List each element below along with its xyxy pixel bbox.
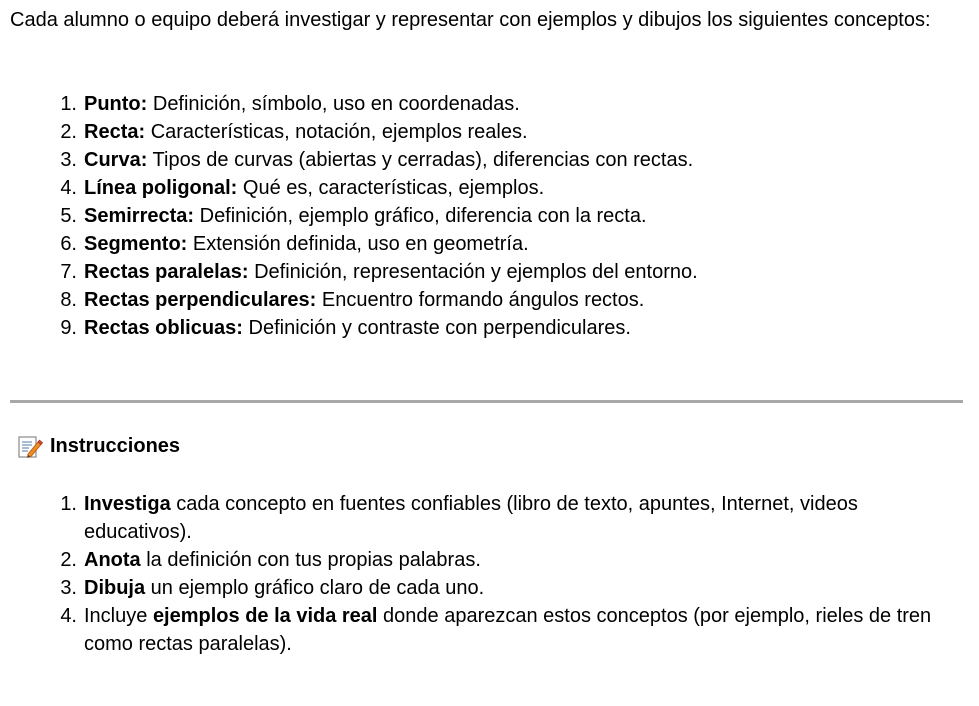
concept-description: Definición y contraste con perpendiculares. xyxy=(242,317,631,339)
concept-description: Qué es, características, ejemplos. xyxy=(237,177,545,199)
instruction-keyword: Dibuja xyxy=(84,577,146,599)
concept-term: Rectas paralelas: xyxy=(84,261,249,283)
list-number: 3. xyxy=(60,577,77,599)
list-number: 6. xyxy=(60,233,77,255)
concept-description: Definición, ejemplo gráfico, diferencia con la recta. xyxy=(194,205,647,227)
list-item xyxy=(10,490,965,546)
list-item xyxy=(10,602,965,658)
list-number: 4. xyxy=(60,605,77,627)
concept-term: Semirrecta: xyxy=(84,205,195,227)
instructions-heading xyxy=(16,432,180,460)
instruction-text: la definición con tus propias palabras. xyxy=(140,549,481,571)
section-divider xyxy=(10,400,963,403)
instruction-keyword: Anota xyxy=(84,549,141,571)
list-number: 2. xyxy=(60,549,77,571)
concept-description: Encuentro formando ángulos rectos. xyxy=(316,289,645,311)
list-number: 5. xyxy=(60,205,77,227)
list-item xyxy=(10,146,965,174)
concept-term: Segmento: xyxy=(84,233,188,255)
list-item xyxy=(10,118,965,146)
instructions-list xyxy=(10,490,965,658)
list-item xyxy=(10,546,965,574)
list-item xyxy=(10,286,965,314)
list-number: 3. xyxy=(60,149,77,171)
instruction-text: cada concepto en fuentes confiables (libro de texto, apuntes, Internet, videos educativos). xyxy=(84,493,858,543)
instructions-title: Instrucciones xyxy=(50,435,181,457)
concept-term: Curva: xyxy=(84,149,148,171)
concept-term: Línea poligonal: xyxy=(84,177,238,199)
concept-description: Extensión definida, uso en geometría. xyxy=(187,233,529,255)
list-number: 8. xyxy=(60,289,77,311)
instruction-text: donde aparezcan estos conceptos (por ejemplo, rieles de tren como rectas paralelas). xyxy=(84,605,932,655)
instruction-text: un ejemplo gráfico claro de cada uno. xyxy=(145,577,485,599)
edit-document-icon xyxy=(16,432,44,460)
list-number: 1. xyxy=(60,493,77,515)
list-item xyxy=(10,574,965,602)
list-item xyxy=(10,314,965,342)
concept-term: Rectas oblicuas: xyxy=(84,317,243,339)
list-number: 1. xyxy=(60,93,77,115)
concept-description: Características, notación, ejemplos reales. xyxy=(145,121,528,143)
concept-term: Recta: xyxy=(84,121,146,143)
list-number: 9. xyxy=(60,317,77,339)
list-item xyxy=(10,90,965,118)
concept-description: Definición, representación y ejemplos del entorno. xyxy=(248,261,698,283)
list-item xyxy=(10,174,965,202)
instruction-pre: Incluye xyxy=(84,605,153,627)
instruction-keyword: ejemplos de la vida real xyxy=(152,605,378,627)
concept-description: Definición, símbolo, uso en coordenadas. xyxy=(147,93,520,115)
list-number: 2. xyxy=(60,121,77,143)
intro-paragraph: Cada alumno o equipo deberá investigar y representar con ejemplos y dibujos los siguientes conceptos: xyxy=(10,9,931,31)
list-item xyxy=(10,258,965,286)
list-item xyxy=(10,230,965,258)
concept-description: Tipos de curvas (abiertas y cerradas), diferencias con rectas. xyxy=(147,149,694,171)
instruction-keyword: Investiga xyxy=(84,493,171,515)
list-item xyxy=(10,202,965,230)
list-number: 4. xyxy=(60,177,77,199)
concept-term: Rectas perpendiculares: xyxy=(84,289,317,311)
list-number: 7. xyxy=(60,261,77,283)
concept-term: Punto: xyxy=(84,93,148,115)
concepts-list xyxy=(10,90,965,342)
